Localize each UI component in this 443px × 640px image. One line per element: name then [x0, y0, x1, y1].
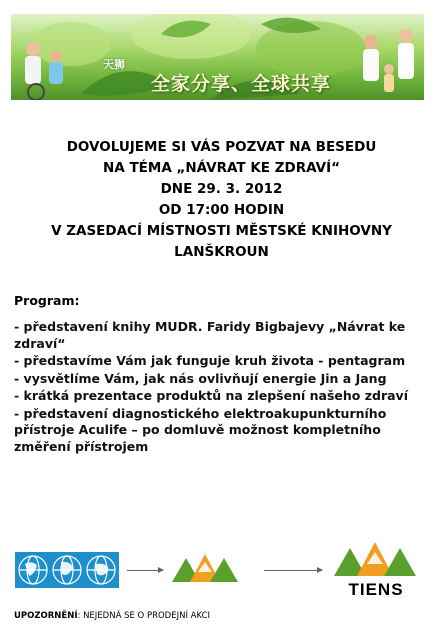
program-label: Program:	[14, 293, 80, 308]
program-item: - představíme Vám jak funguje kruh života - pentagram	[14, 353, 406, 368]
headline-line-2: NA TÉMA „NÁVRAT KE ZDRAVÍ“	[103, 160, 340, 176]
world-map-icon	[15, 552, 119, 588]
tiens-mountains-icon	[170, 552, 240, 586]
header-banner	[11, 14, 424, 100]
footer-text: : NEJEDNÁ SE O PRODEJNÍ AKCI	[77, 611, 211, 621]
footer-label: UPOZORNĚNÍ	[14, 611, 78, 621]
logo-strip	[0, 530, 443, 600]
event-city: LANŠKROUN	[174, 244, 269, 260]
program-item: - krátká prezentace produktů na zlepšení našeho zdraví	[14, 388, 408, 403]
program-item: - vysvětlíme Vám, jak nás ovlivňují energie Jin a Jang	[14, 370, 387, 386]
banner-badge: 天狮	[103, 58, 125, 71]
event-place: V ZASEDACÍ MÍSTNOSTI MĚSTSKÉ KNIHOVNY	[51, 223, 392, 239]
arrow-right-icon	[264, 570, 322, 571]
event-time: OD 17:00 HODIN	[158, 202, 285, 218]
invitation-headline	[0, 137, 443, 263]
brand-name: TIENS	[348, 580, 404, 599]
headline-line-1: DOVOLUJEME SI VÁS POZVAT NA BESEDU	[66, 139, 377, 155]
program-list	[14, 319, 434, 456]
footer-notice	[14, 611, 210, 621]
banner-slogan: 全家分享、全球共享	[151, 73, 332, 95]
tiens-logo-icon	[330, 540, 420, 578]
event-date: DNE 29. 3. 2012	[160, 181, 283, 197]
program-item: - představení knihy MUDR. Faridy Bigbajevy „Návrat ke zdraví“	[14, 319, 406, 351]
arrow-right-icon	[127, 570, 163, 571]
program-item: - představení diagnostického elektroakupunkturního přístroje Aculife – po domluvě možnost kompletního změření přístrojem	[14, 405, 387, 454]
